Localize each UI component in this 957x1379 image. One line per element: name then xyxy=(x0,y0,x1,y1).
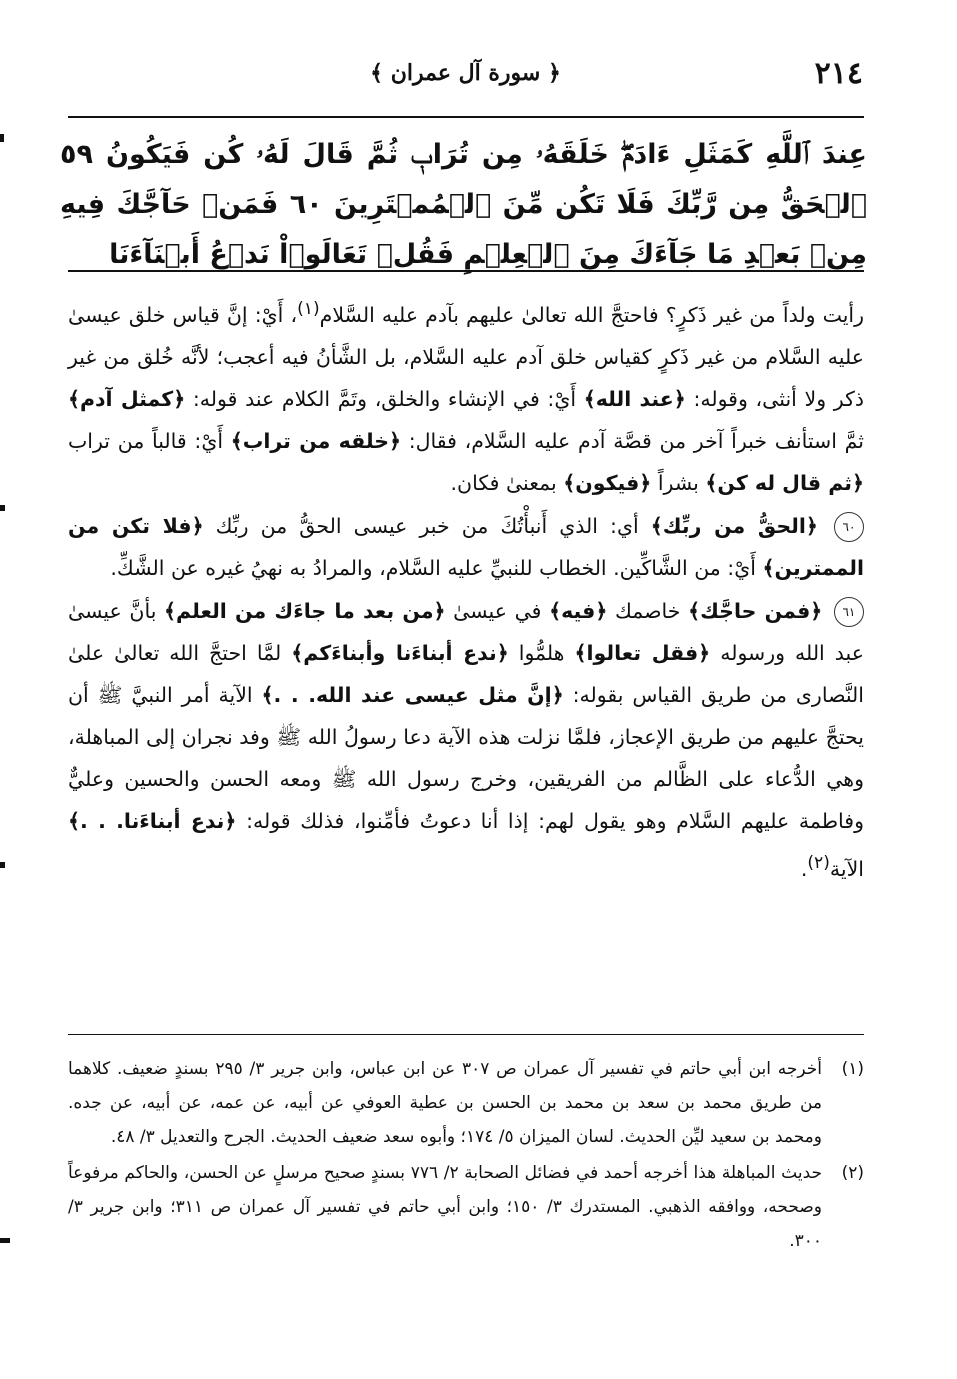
quran-quote: ﴿كمثل آدم﴾ xyxy=(68,386,186,411)
quran-quote: ﴿فيه﴾ xyxy=(549,598,608,623)
header-rule xyxy=(68,116,864,118)
footnote-rule xyxy=(68,1034,864,1035)
quran-quote: ﴿ندع أبناءَنا وأبناءَكم﴾ xyxy=(291,640,509,665)
commentary-paragraph: ٦١ ﴿فمن حاجَّك﴾ خاصمك ﴿فيه﴾ في عيسىٰ ﴿من بعد ما جاءَك من العلم﴾ بأنَّ عيسىٰ عبد الله ورسوله ﴿فقل تعالوا﴾ هلمُّوا ﴿ندع أبناءَنا وأبناءَكم﴾ لمَّا احتجَّ الله تعالىٰ علىٰ النَّصارى من طريق القياس بقوله: ﴿إنَّ مثل عيسى عند الله. . .﴾ الآية أمر النبيَّ ﷺ أن يحتجَّ عليهم من طريق الإعجاز، فلمَّا نزلت هذه الآية دعا رسولُ الله ﷺ وفد نجران إلى المباهلة، وهي الدُّعاء على الظَّالم من الفريقين، وخرج رسول الله ﷺ ومعه الحسن والحسين وعليٌّ وفاطمة عليهم السَّلام وهو يقول لهم: إذا أنا دعوتُ فأمِّنوا، فذلك قوله: ﴿ندع أبناءَنا. . .﴾ الآية$^{(٢)}$. xyxy=(68,598,864,881)
footnote-text: أخرجه ابن أبي حاتم في تفسير آل عمران ص ٣٠٧ عن ابن عباس، وابن جرير ٣/ ٢٩٥ بسندٍ ضعيف. كلاهما من طريق محمد بن سعد بن محمد بن الحسن بن عطية العوفي عن أبيه، عن عمه، عن أبيه، عن جده. ومحمد بن سعيد ليِّن الحديث. لسان الميزان ٥/ ١٧٤؛ وأبوه سعد ضعيف الحديث. الجرح والتعديل ٣/ ٤٨. xyxy=(68,1059,823,1147)
scan-margin-mark xyxy=(0,862,5,868)
page-header xyxy=(68,56,863,96)
quran-quote: ﴿فقل تعالوا﴾ xyxy=(574,640,711,665)
quran-quote: ﴿إنَّ مثل عيسى عند الله. . .﴾ xyxy=(261,682,564,707)
footnote xyxy=(68,1156,864,1258)
footnote-number: (١) xyxy=(841,1059,864,1079)
commentary-paragraph: رأيت ولداً من غير ذَكرٍ؟ فاحتجَّ الله تعالىٰ عليهم بآدم عليه السَّلام$^{(١)}$، أَيْ: إنَّ قياس خلق عيسىٰ عليه السَّلام من غير ذَكرٍ كقياس خلق آدم عليه السَّلام، بل الشَّأنُ فيه أعجب؛ لأنَّه خُلق من غير ذكر ولا أنثى، وقوله: ﴿عند الله﴾ أَيْ: في الإنشاء والخلق، وتَمَّ الكلام عند قوله: ﴿كمثل آدم﴾ ثمَّ استأنف خبراً آخر من قصَّة آدم عليه السَّلام، فقال: ﴿خلقه من تراب﴾ أَيْ: قالباً من تراب ﴿ثم قال له كن﴾ بشراً ﴿فيكون﴾ بمعنىٰ فكان. xyxy=(68,299,865,495)
scan-margin-mark xyxy=(0,134,4,142)
quran-quote: ﴿عند الله﴾ xyxy=(583,386,686,411)
footnote xyxy=(68,1052,864,1154)
footnote-text: حديث المباهلة هذا أخرجه أحمد في فضائل الصحابة ٢/ ٧٧٦ بسندٍ صحيح مرسلٍ عن الحسن، والحاكم مرفوعاً وصححه، ووافقه الذهبي. المستدرك ٣/ ١٥٠؛ وابن أبي حاتم في تفسير آل عمران ص ٣١١؛ وابن جرير ٣/ ٣٠٠. xyxy=(68,1163,823,1251)
quran-quote: ﴿فلا تكن من الممترين﴾ xyxy=(68,513,864,580)
scan-margin-mark xyxy=(0,1238,10,1243)
quran-quote: ﴿الحقُّ من ربِّك﴾ xyxy=(650,513,818,538)
quran-quote: ﴿فيكون﴾ xyxy=(563,470,652,495)
quran-rule xyxy=(68,270,864,272)
commentary-paragraph: ٦٠ ﴿الحقُّ من ربِّك﴾ أي: الذي أَنبأْتُكَ من خبر عيسى الحقُّ من ربِّك ﴿فلا تكن من الممترين﴾ أَيْ: من الشَّاكِّين. الخطاب للنبيِّ عليه السَّلام، والمرادُ به نهيُ غيره عن الشَّكِّ. xyxy=(68,513,864,580)
quran-quote: ﴿فمن حاجَّك﴾ xyxy=(688,598,823,623)
verse-number-badge: ٦٠ xyxy=(834,512,864,542)
footnote-ref: (١) xyxy=(297,299,320,319)
surah-title: ﴿ سورة آل عمران ﴾ xyxy=(370,60,561,86)
footnote-ref: (٢) xyxy=(807,852,830,873)
footnotes xyxy=(68,1052,864,1260)
commentary xyxy=(68,288,864,890)
quran-quote: ﴿من بعد ما جاءَك من العلم﴾ xyxy=(164,598,446,623)
scan-margin-mark xyxy=(0,505,5,511)
footnote-number: (٢) xyxy=(841,1163,864,1183)
quran-verses: عِندَ ٱللَّهِ كَمَثَلِ ءَادَمَۖ خَلَقَهُۥ مِن تُرَابٖ ثُمَّ قَالَ لَهُۥ كُن فَيَكُونُ ٥٩ ٱلۡحَقُّ مِن رَّبِّكَ فَلَا تَكُن مِّنَ ٱلۡمُمۡتَرِينَ ٦٠ فَمَنۡ حَآجَّكَ فِيهِ مِنۢ بَعۡدِ مَا جَآءَكَ مِنَ ٱلۡعِلۡمِ فَقُلۡ تَعَالَوۡاْ نَدۡعُ أَبۡنَآءَنَا xyxy=(60,139,867,270)
quran-quote: ﴿ندع أبناءَنا. . .﴾ xyxy=(68,808,237,833)
quran-quote: ﴿ثم قال له كن﴾ xyxy=(705,470,864,495)
page-number: ٢١٤ xyxy=(814,56,863,91)
quran-quote: ﴿خلقه من تراب﴾ xyxy=(230,428,401,453)
verse-number-badge: ٦١ xyxy=(834,597,864,627)
